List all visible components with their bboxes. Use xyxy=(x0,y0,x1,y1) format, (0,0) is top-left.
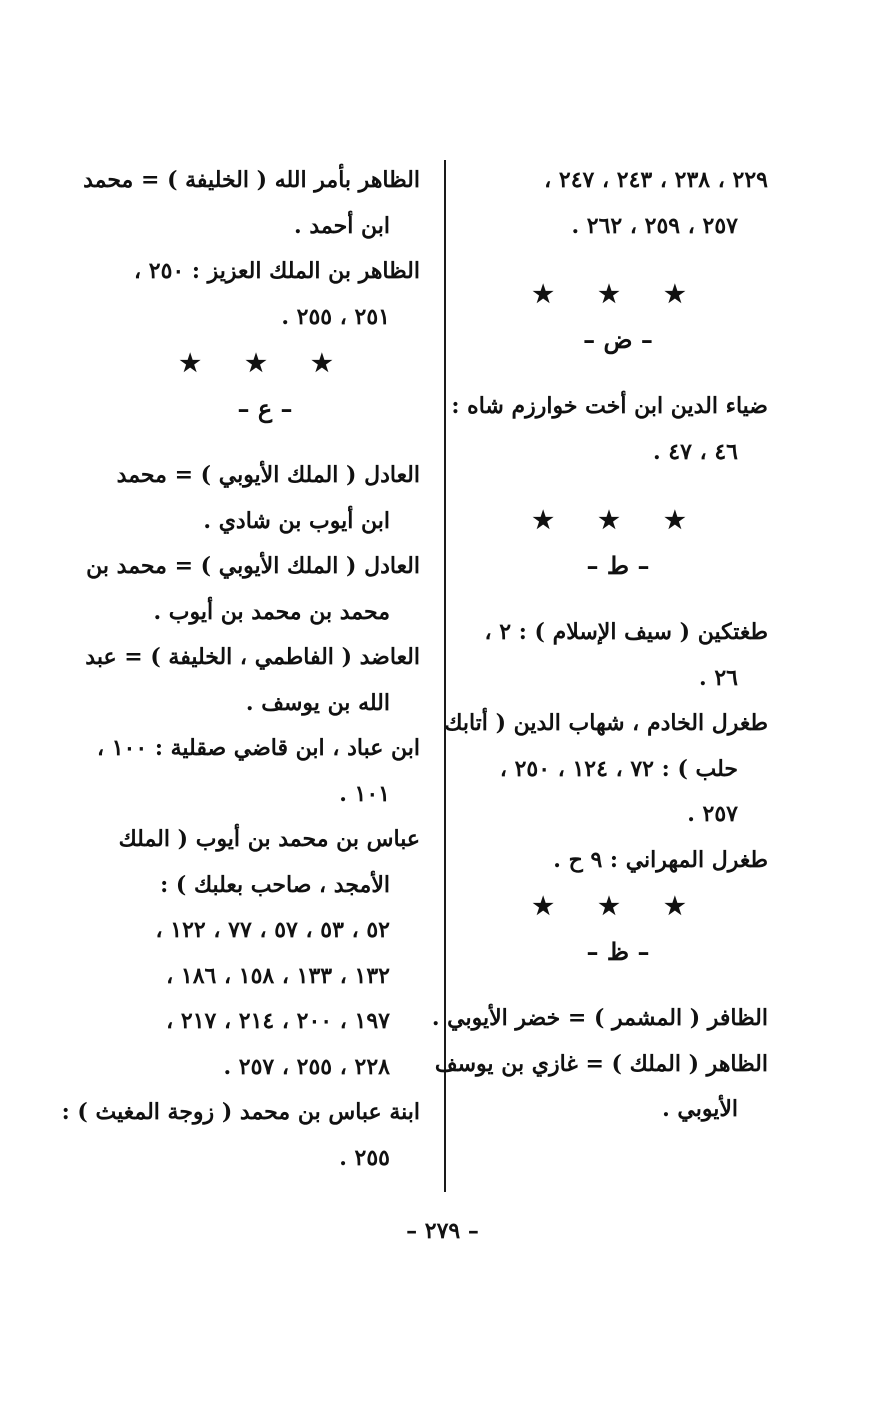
entry-line: الله بن يوسف . xyxy=(245,689,390,716)
entry-line: ١٩٧ ، ٢٠٠ ، ٢١٤ ، ٢١٧ ، xyxy=(166,1008,390,1034)
entry-line: الظاهر ( الملك ) = غازي بن يوسف xyxy=(434,1050,768,1077)
entry-line: ٢٥٥ . xyxy=(339,1144,390,1171)
entry-line: طغرل الخادم ، شهاب الدين ( أتابك xyxy=(444,710,768,736)
entry-line: العادل ( الملك الأيوبي ) = محمد بن xyxy=(86,553,420,579)
entry-line: حلب ) : ٧٢ ، ١٢٤ ، ٢٥٠ ، xyxy=(499,755,738,782)
entry-line: ضياء الدين ابن أخت خوارزم شاه : xyxy=(451,393,768,419)
entry-line: ٢٢٨ ، ٢٥٥ ، ٢٥٧ . xyxy=(223,1053,390,1080)
section-separator-stars: ★ ★ ★ xyxy=(532,505,704,534)
entry-line: طغتكين ( سيف الإسلام ) : ٢ ، xyxy=(484,619,768,645)
section-letter-heading: – ع – xyxy=(237,393,293,423)
entry-line: ابن أيوب بن شادي . xyxy=(203,507,390,534)
entry-line: ٢٥٧ . xyxy=(687,801,738,827)
entry-line: الظافر ( المشمر ) = خضر الأيوبي . xyxy=(431,1005,768,1031)
entry-line: محمد بن محمد بن أيوب . xyxy=(153,598,390,625)
section-separator-stars: ★ ★ ★ xyxy=(532,891,704,920)
entry-line: ابنة عباس بن محمد ( زوجة المغيث ) : xyxy=(61,1099,420,1125)
section-letter-heading: – ظ – xyxy=(586,936,650,966)
entry-line: الظاهر بن الملك العزيز : ٢٥٠ ، xyxy=(134,258,420,284)
section-letter-heading: – ض – xyxy=(583,324,653,354)
entry-line: ٥٢ ، ٥٣ ، ٥٧ ، ٧٧ ، ١٢٢ ، xyxy=(155,917,390,943)
entry-line: الظاهر بأمر الله ( الخليفة ) = محمد xyxy=(83,167,420,193)
entry-line: ابن عباد ، ابن قاضي صقلية : ١٠٠ ، xyxy=(96,735,420,761)
section-separator-stars: ★ ★ ★ xyxy=(179,348,351,377)
section-letter-heading: – ط – xyxy=(586,550,650,580)
entry-line: العادل ( الملك الأيوبي ) = محمد xyxy=(116,462,420,488)
entry-line: طغرل المهراني : ٩ ح . xyxy=(553,846,768,873)
entry-line: ٢٢٩ ، ٢٣٨ ، ٢٤٣ ، ٢٤٧ ، xyxy=(544,167,768,193)
entry-line: الأيوبي . xyxy=(662,1096,738,1122)
entry-line: عباس بن محمد بن أيوب ( الملك xyxy=(118,826,420,852)
entry-line: ٢٥١ ، ٢٥٥ . xyxy=(281,303,390,330)
entry-line: ١٣٢ ، ١٣٣ ، ١٥٨ ، ١٨٦ ، xyxy=(166,962,390,989)
entry-line: ٢٥٧ ، ٢٥٩ ، ٢٦٢ . xyxy=(571,212,738,239)
entry-line: ١٠١ . xyxy=(339,780,390,807)
entry-line: العاضد ( الفاطمي ، الخليفة ) = عبد xyxy=(85,644,420,670)
entry-line: ابن أحمد . xyxy=(294,212,390,239)
page-number: – ٢٧٩ – xyxy=(406,1218,479,1244)
entry-line: الأمجد ، صاحب بعلبك ) : xyxy=(160,871,390,898)
section-separator-stars: ★ ★ ★ xyxy=(532,279,704,308)
entry-line: ٢٦ . xyxy=(699,664,738,691)
index-column-left xyxy=(431,158,768,1133)
index-column-right xyxy=(61,158,420,1181)
entry-line: ٤٦ ، ٤٧ . xyxy=(652,438,738,465)
